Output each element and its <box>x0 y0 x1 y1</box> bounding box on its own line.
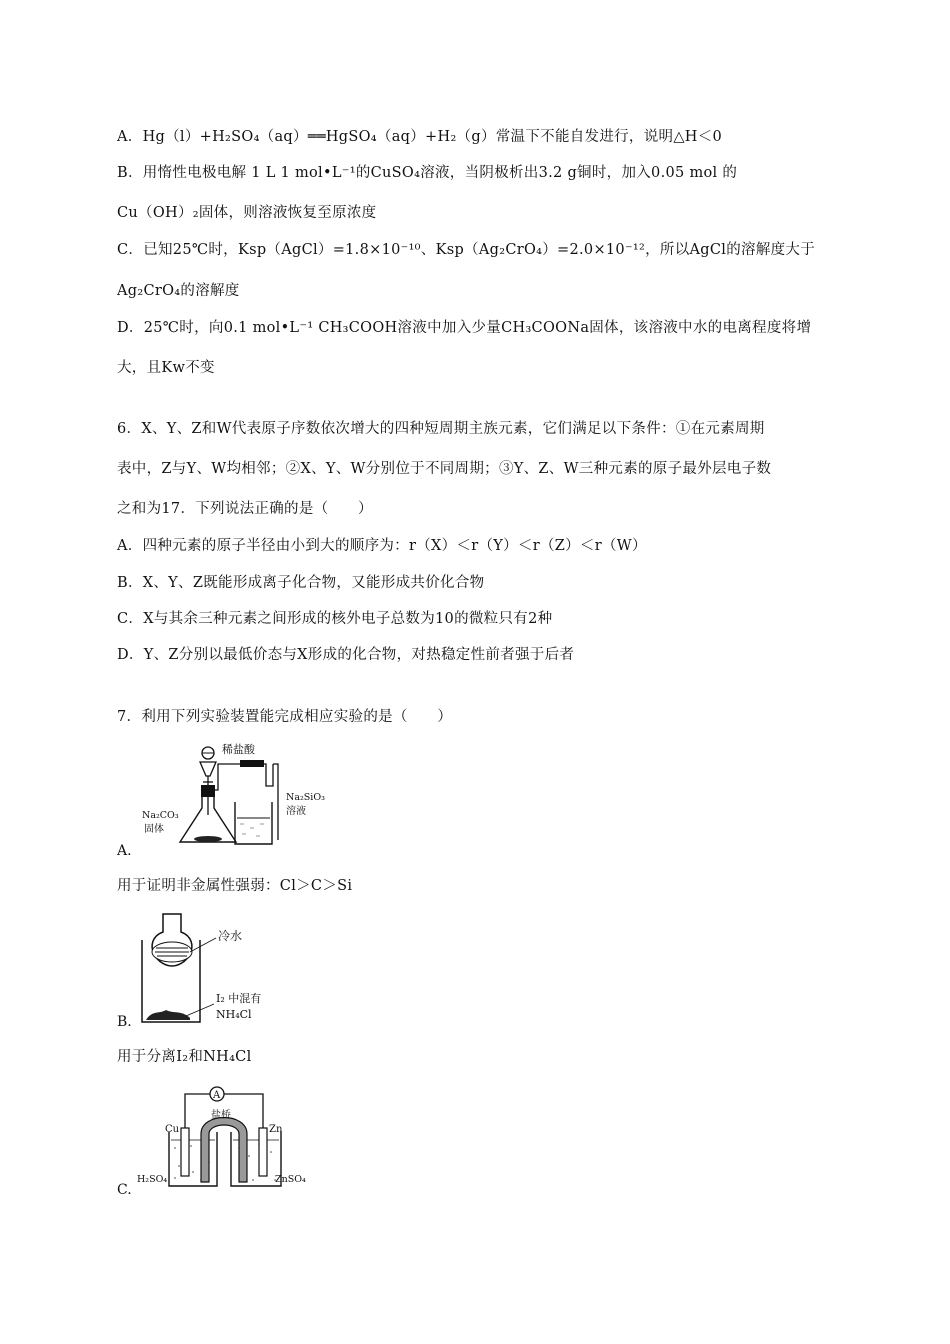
q6-option-b: B．X、Y、Z既能形成离子化合物，又能形成共价化合物 <box>117 575 485 591</box>
figure-b-label-nh4cl: NH₄Cl <box>216 1008 252 1021</box>
figure-a-label-na2sio3: Na₂SiO₃ <box>286 792 325 803</box>
q5-option-c-line2: Ag₂CrO₄的溶解度 <box>117 283 240 299</box>
figure-c-right-electrode: Zn <box>269 1124 283 1135</box>
q6-option-d: D．Y、Z分别以最低价态与X形成的化合物，对热稳定性前者强于后者 <box>117 647 575 663</box>
figure-c-meter: A <box>213 1090 221 1101</box>
q6-option-c: C．X与其余三种元素之间形成的核外电子总数为10的微粒只有2种 <box>117 611 553 627</box>
q6-stem-line3: 之和为17．下列说法正确的是（ ） <box>117 501 373 517</box>
q5-option-a: A．Hg（l）+H₂SO₄（aq）══HgSO₄（aq）+H₂（g）常温下不能自发进行，说明△H＜0 <box>117 129 723 145</box>
figure-a-label-solid: 固体 <box>144 824 164 835</box>
q6-stem-line2: 表中，Z与Y、W均相邻；②X、Y、W分别位于不同周期；③Y、Z、W三种元素的原子最外层电子数 <box>117 461 772 477</box>
figure-b-apparatus <box>130 910 270 1030</box>
figure-b-letter: B. <box>117 1014 132 1030</box>
q5-option-d-line1: D．25℃时，向0.1 mol•L⁻¹ CH₃COOH溶液中加入少量CH₃COONa固体，该溶液中水的电离程度将增 <box>117 320 812 336</box>
figure-a-label-acid: 稀盐酸 <box>222 743 255 756</box>
figure-c-left-solution: H₂SO₄ <box>137 1174 168 1185</box>
figure-c-apparatus <box>135 1082 310 1192</box>
figure-c-right-solution: ZnSO₄ <box>275 1174 306 1185</box>
q5-option-c-line1: C．已知25℃时，Ksp（AgCl）=1.8×10⁻¹⁰、Ksp（Ag₂CrO₄）=2.0×10⁻¹²，所以AgCl的溶解度大于 <box>117 242 816 258</box>
figure-c-left-electrode: Cu <box>165 1124 180 1135</box>
caption-b: 用于分离I₂和NH₄Cl <box>117 1049 252 1065</box>
q7-stem: 7．利用下列实验装置能完成相应实验的是（ ） <box>117 709 453 725</box>
q5-option-d-line2: 大，且Kw不变 <box>117 360 215 376</box>
figure-c-bridge: 盐桥 <box>211 1110 231 1121</box>
figure-a-apparatus <box>140 740 340 855</box>
figure-b-label-i2: I₂ 中混有 <box>216 992 262 1005</box>
figure-a-label-na2co3: Na₂CO₃ <box>142 810 179 821</box>
q5-option-b-line2: Cu（OH）₂固体，则溶液恢复至原浓度 <box>117 205 377 221</box>
q6-stem-line1: 6．X、Y、Z和W代表原子序数依次增大的四种短周期主族元素，它们满足以下条件：①在元素周期 <box>117 421 765 437</box>
q5-option-b-line1: B．用惰性电极电解 1 L 1 mol•L⁻¹的CuSO₄溶液，当阴极析出3.2 g铜时，加入0.05 mol 的 <box>117 165 738 181</box>
caption-a: 用于证明非金属性强弱：Cl＞C＞Si <box>117 878 353 894</box>
figure-a-label-solution: 溶液 <box>286 806 306 817</box>
figure-c-letter: C. <box>117 1182 132 1198</box>
figure-a-letter: A. <box>117 843 132 859</box>
q6-option-a: A．四种元素的原子半径由小到大的顺序为：r（X）＜r（Y）＜r（Z）＜r（W） <box>117 538 647 554</box>
figure-b-label-cold-water: 冷水 <box>218 929 243 943</box>
